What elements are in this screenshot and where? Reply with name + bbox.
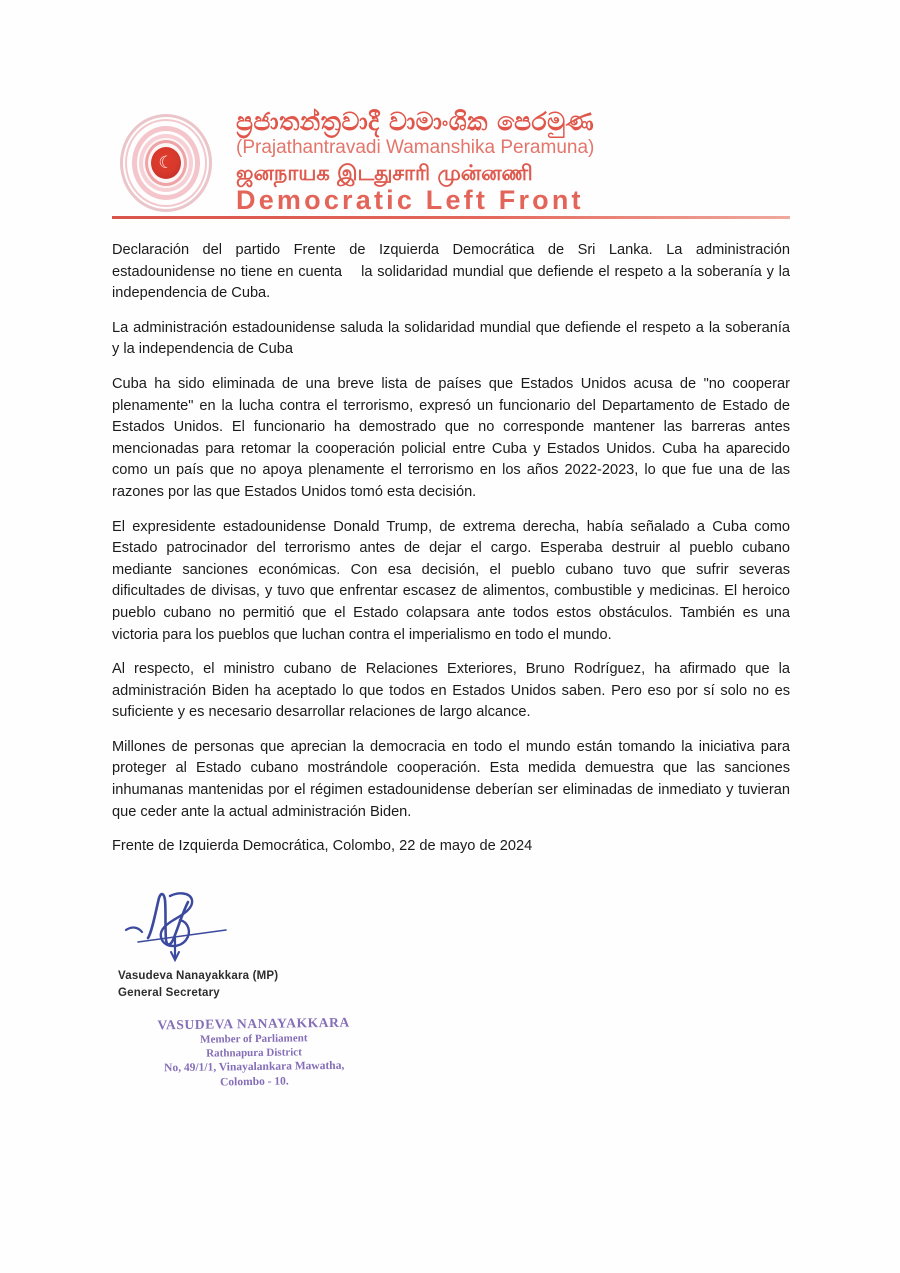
paragraph: Al respecto, el ministro cubano de Relaciones Exteriores, Bruno Rodríguez, ha afirmado que la administración Biden ha aceptado lo que todos en Estados Unidos saben. Pero eso por sí solo no es suficiente y es necesario desarrollar relaciones de largo alcance. — [112, 661, 795, 721]
party-name-sinhala: ප්‍රජාතන්ත්‍රවාදී වාමාංශික පෙරමුණ — [236, 107, 595, 137]
signoff-line: Frente de Izquierda Democrática, Colombo, 22 de mayo de 2024 — [112, 838, 533, 855]
party-name-english: Democratic Left Front — [236, 184, 584, 215]
party-name-transliteration: (Prajathantravadi Wamanshika Peramuna) — [236, 137, 595, 159]
paragraph: Cuba ha sido eliminada de una breve lista de países que Estados Unidos acusa de "no cooperar plenamente" en la lucha contra el terrorismo, expresó un funcionario del Departamento de Estado de Estados Unidos. El funcionario ha demostrado que no corresponde mantener las barreras antes mencionadas para retomar la cooperación policial entre Cuba y Estados Unidos. Cuba ha aparecido como un país que no apoya plenamente el terrorismo en los años 2022-2023, lo que fue una de las razones por las que Estados Unidos tomó esta decisión. — [112, 375, 795, 500]
document-body — [112, 240, 795, 858]
paragraph: Millones de personas que aprecian la democracia en todo el mundo están tomando la iniciativa para proteger al Estado cubano mostrándole cooperación. Esta medida demuestra que las sanciones inhumanas mantenidas por el régimen estadounidense deberían ser eliminadas de inmediato y tuvieran que ceder ante la actual administración Biden. — [112, 738, 795, 820]
paragraph: El expresidente estadounidense Donald Trump, de extrema derecha, había señalado a Cuba como Estado patrocinador del terrorismo antes de dejar el cargo. Esperaba destruir al pueblo cubano mediante sanciones económicas. Con esa decisión, el pueblo cubano tuvo que sufrir severas dificultades de divisas, y tuvo que enfrentar escasez de alimentos, combustible y medicinas. El heroico pueblo cubano no permitió que el Estado colapsara ante todos estos obstáculos. También es una victoria para los pueblos que luchan contra el imperialismo en todo el mundo. — [112, 518, 795, 643]
signatory-name: Vasudeva Nanayakkara (MP) — [118, 970, 279, 982]
signatory-role: General Secretary — [118, 986, 220, 999]
letterhead-titles — [230, 108, 790, 215]
stamp-name: VASUDEVA NANAYAKKARA — [157, 1014, 350, 1033]
paragraph: La administración estadounidense saluda la solidaridad mundial que defiende el respeto a la soberanía y la independencia de Cuba — [112, 319, 795, 358]
paragraph: Declaración del partido Frente de Izquierda Democrática de Sri Lanka. La administración estadounidense no tiene en cuenta la solidaridad mundial que defiende el respeto a la soberanía y la independencia de Cuba. — [112, 242, 795, 302]
emblem-center-glyph-icon: ☾ — [158, 152, 174, 173]
signature-strokes — [118, 890, 348, 968]
stamp-district: Rathnapura District — [206, 1045, 302, 1060]
letterhead-divider — [112, 216, 790, 219]
stamp-address-city: Colombo - 10. — [219, 1075, 289, 1089]
signature-block — [118, 890, 448, 1001]
party-emblem-icon — [112, 108, 220, 216]
handwritten-signature-icon — [118, 890, 348, 968]
party-name-tamil: ஜனநாயக இடதுசாரி முன்னணி — [236, 160, 533, 185]
stamp-address-street: No, 49/1/1, Vinayalankara Mawatha, — [164, 1060, 345, 1075]
stamp-designation: Member of Parliament — [200, 1032, 308, 1046]
official-rubber-stamp — [104, 1014, 405, 1091]
letterhead — [112, 108, 790, 216]
